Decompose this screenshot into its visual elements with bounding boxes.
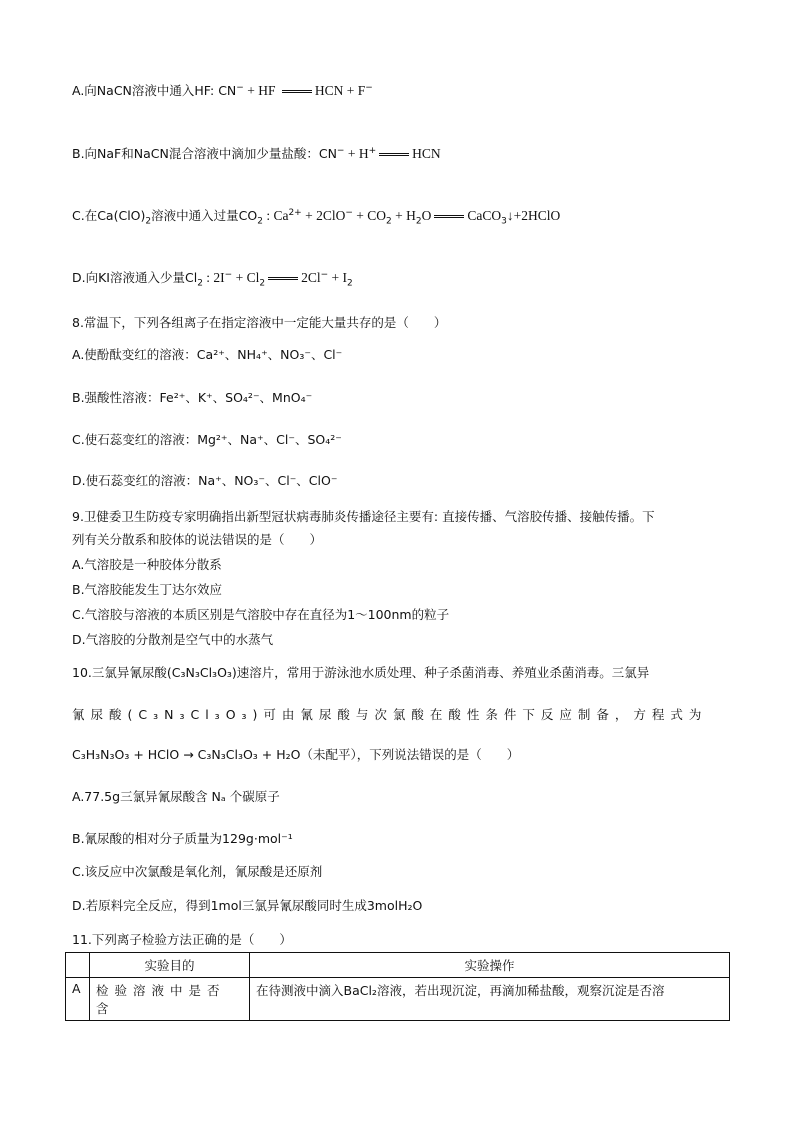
q10-stem-line2: 氰尿酸(C₃N₃Cl₃O₃)可由氰尿酸与次氯酸在酸性条件下反应制备，方程式为 (72, 707, 708, 722)
table-cell: 在待测液中滴入BaCl₂溶液，若出现沉淀，再滴加稀盐酸，观察沉淀是否溶 (250, 978, 730, 1021)
q7-option-c: C.在$Ca(ClO)_2$溶液中通入过量$CO_2$ : $Ca^{2+} + 2ClO^- + CO_2 + H_2O$ CaCO$_3$↓+2HClO (72, 207, 561, 227)
q11-table (65, 952, 730, 1021)
q10-option-d: D.若原料完全反应，得到1mol三氯异氰尿酸同时生成3molH₂O (72, 898, 423, 913)
q8-option-a: A.使酚酞变红的溶液：Ca²⁺、NH₄⁺、NO₃⁻、Cl⁻ (72, 347, 343, 362)
q7-option-a: A.向NaCN溶液中通入HF: CN− + HF HCN + F− (72, 82, 373, 98)
q9-stem-line1: 9.卫健委卫生防疫专家明确指出新型冠状病毒肺炎传播途径主要有: 直接传播、气溶胶传播、接触传播。下 (72, 509, 655, 524)
q10-stem-line1: 10.三氯异氰尿酸(C₃N₃Cl₃O₃)速溶片，常用于游泳池水质处理、种子杀菌消毒、养殖业杀菌消毒。三氯异 (72, 665, 650, 680)
q9-option-a: A.气溶胶是一种胶体分散系 (72, 557, 222, 572)
q10-option-b: B.氰尿酸的相对分子质量为129g·mol⁻¹ (72, 831, 293, 846)
q9-stem-line2: 列有关分散系和胶体的说法错误的是（ ） (72, 532, 323, 547)
table-row (66, 978, 730, 1021)
table-cell: 检验溶液中是否含 (90, 978, 250, 1021)
q10-stem-line3: C₃H₃N₃O₃ + HClO → C₃N₃Cl₃O₃ + H₂O（未配平），下列说法错误的是（ ） (72, 747, 520, 762)
q7-option-b: B.向NaF和NaCN混合溶液中滴加少量盐酸：CN− + H+ HCN (72, 145, 441, 161)
table-header-cell (66, 953, 90, 978)
table-cell: A (66, 978, 90, 1021)
q7-option-d: D.向KI溶液通入少量$Cl_2$ : $2I^- + Cl_2$ $2Cl^- + I_2$ (72, 269, 353, 289)
q9-option-c: C.气溶胶与溶液的本质区别是气溶胶中存在直径为1～100nm的粒子 (72, 607, 450, 622)
q10-option-c: C.该反应中次氯酸是氧化剂，氰尿酸是还原剂 (72, 864, 323, 879)
table-header-cell: 实验操作 (250, 953, 730, 978)
q11-stem: 11.下列离子检验方法正确的是（ ） (72, 932, 292, 947)
q8-option-b: B.强酸性溶液：Fe²⁺、K⁺、SO₄²⁻、MnO₄⁻ (72, 390, 313, 405)
q8-stem: 8.常温下，下列各组离子在指定溶液中一定能大量共存的是（ ） (72, 315, 447, 330)
table-header-cell: 实验目的 (90, 953, 250, 978)
q8-option-d: D.使石蕊变红的溶液：Na⁺、NO₃⁻、Cl⁻、ClO⁻ (72, 473, 338, 488)
table-header-row (66, 953, 730, 978)
q10-option-a: A.77.5g三氯异氰尿酸含 Nₐ 个碳原子 (72, 789, 280, 804)
q9-option-b: B.气溶胶能发生丁达尔效应 (72, 582, 223, 597)
q9-option-d: D.气溶胶的分散剂是空气中的水蒸气 (72, 632, 274, 647)
q8-option-c: C.使石蕊变红的溶液：Mg²⁺、Na⁺、Cl⁻、SO₄²⁻ (72, 432, 342, 447)
